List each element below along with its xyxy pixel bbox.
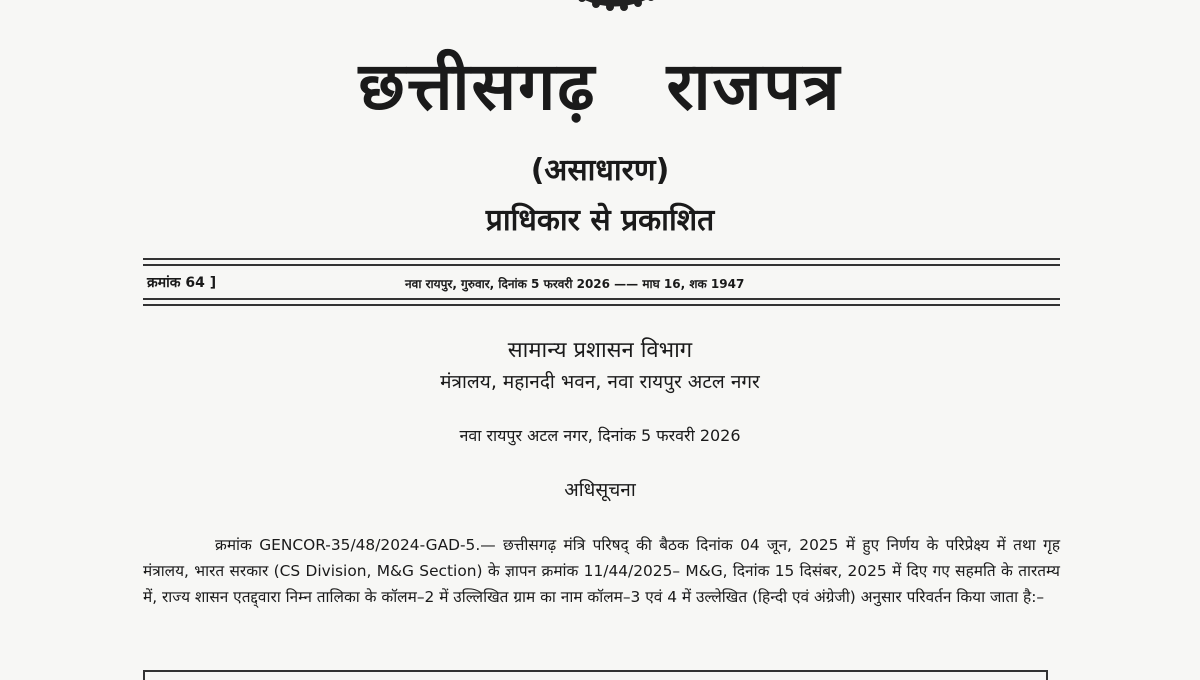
issue-number: क्रमांक 64 ]: [147, 275, 217, 291]
header-divider-bottom: [143, 298, 1060, 300]
place-date: नवा रायपुर अटल नगर, दिनांक 5 फरवरी 2026: [459, 426, 741, 445]
table-top-edge: [143, 670, 1048, 680]
notification-body: क्रमांक GENCOR-35/48/2024-GAD-5.— छत्तीसगढ़ मंत्रि परिषद् की बैठक दिनांक 04 जून, 2025 में हुए निर्णय के परिप्रेक्ष्य में तथा गृह मंत्रालय, भारत सरकार (CS Division, M&G Section) के ज्ञापन क्रमांक 11/44/2025– M&G, दिनांक 15 दिसंबर, 2025 में दिए गए सहमति के तारतम्य में, राज्य शासन एतद्द्वारा निम्न तालिका के कॉलम–2 में उल्लिखित ग्राम का नाम कॉलम–3 एवं 4 में उल्लेखित (हिन्दी एवं अंग्रेजी) अनुसार परिवर्तन किया जाता है:–: [143, 536, 1060, 606]
gazette-title-state: छत्तीसगढ़: [358, 48, 597, 125]
header-divider-top: [143, 258, 1060, 260]
header-divider-top-inner: [143, 264, 1060, 266]
authority-label: प्राधिकार से प्रकाशित: [485, 203, 715, 238]
gazette-title: [0, 42, 1200, 132]
header-divider-bottom-inner: [143, 304, 1060, 306]
state-emblem-icon: [540, 0, 690, 24]
notification-heading: अधिसूचना: [564, 479, 636, 501]
extraordinary-label: (असाधारण): [530, 153, 670, 188]
department-address: मंत्रालय, महानदी भवन, नवा रायपुर अटल नगर: [440, 371, 760, 393]
gazette-title-rajpatra: राजपत्र: [666, 48, 842, 125]
department-name: सामान्य प्रशासन विभाग: [507, 338, 693, 363]
issue-date-line: नवा रायपुर, गुरुवार, दिनांक 5 फरवरी 2026 —— माघ 16, शक 1947: [405, 277, 745, 291]
